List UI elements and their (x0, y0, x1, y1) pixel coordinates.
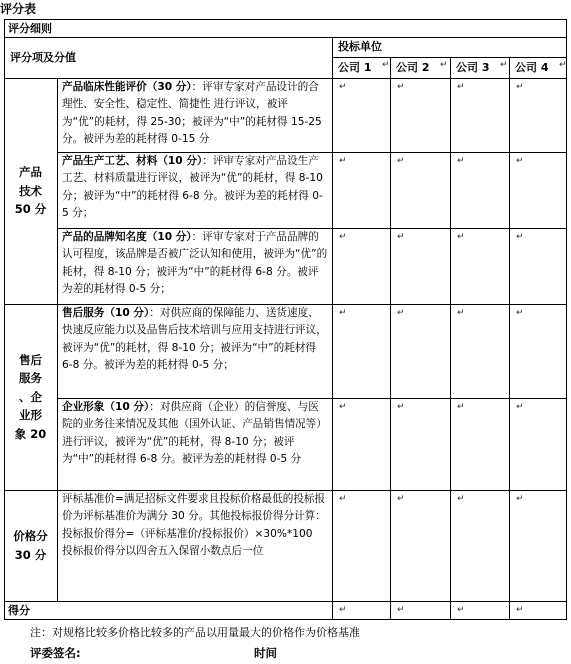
company-header: 公司 4 (515, 61, 549, 74)
criterion-text: ：对供应商（企业）的信誉度、与医院的业务往来情况及其他（国外认证、产品销售情况等）进行评议，被评为“优”的耗材，得 8-10 分；被评为“中”的耗材得 6-8 分。被评为差的耗材得 0-5 分 (62, 401, 327, 466)
score-cell[interactable]: ↵ (339, 402, 347, 412)
criterion-title: 产品临床性能评价（30 分） (62, 81, 192, 93)
score-cell[interactable]: ↵ (339, 494, 347, 504)
category-label: 产品 技术 50 分 (14, 165, 47, 217)
criterion-cell (62, 153, 329, 228)
score-cell[interactable]: ↵ (516, 605, 524, 615)
score-cell[interactable]: ↵ (516, 82, 524, 92)
score-cell[interactable]: ↵ (339, 308, 347, 318)
score-cell[interactable]: ↵ (339, 82, 347, 92)
score-cell[interactable]: ↵ (457, 82, 465, 92)
table-rule (450, 57, 451, 620)
score-cell[interactable]: ↵ (457, 308, 465, 318)
score-cell[interactable]: ↵ (516, 232, 524, 242)
score-cell[interactable]: ↵ (397, 494, 405, 504)
score-cell[interactable]: ↵ (457, 156, 465, 166)
item-header: 评分项及分值 (10, 51, 76, 64)
price-formula-cell (62, 491, 329, 601)
criterion-title: 企业形象（10 分） (62, 401, 150, 413)
company-header: 公司 2 (396, 61, 430, 74)
score-cell[interactable]: ↵ (457, 402, 465, 412)
table-rule (57, 78, 58, 602)
criterion-text: ：评审专家对于产品品牌的认可程度，该品牌是否被广泛认知和使用，被评为“优”的耗材，得 8-10 分；被评为“中”的耗材得 6-8 分。被评为差的耗材得 0-5 分； (62, 231, 328, 296)
table-rule (4, 37, 567, 38)
score-cell[interactable]: ↵ (516, 402, 524, 412)
total-label: 得分 (8, 604, 30, 617)
score-cell[interactable]: ↵ (397, 308, 405, 318)
table-top-rule (4, 19, 567, 20)
score-cell[interactable]: ↵ (397, 156, 405, 166)
header-mark: ↵ (440, 60, 448, 70)
score-cell[interactable]: ↵ (516, 156, 524, 166)
criterion-cell (62, 399, 329, 490)
table-rule (390, 57, 391, 620)
score-cell[interactable]: ↵ (339, 156, 347, 166)
criterion-text: ：评审专家对产品设计的合理性、安全性、稳定性、简捷性 进行评议，被评为“优”的耗材，得 25-30；被评为“中”的耗材得 15-25 分。被评为差的耗材得 0-15 分 (62, 81, 322, 146)
criterion-text: ：对供应商的保障能力、送货速度、快速反应能力以及品售后技术培训与应用支持进行评议，被评为“优”的耗材，得 8-10 分；被评为“中”的耗材得 6-8 分。被评为差的耗材得 0-5 分； (62, 307, 327, 372)
bidder-header: 投标单位 (338, 40, 382, 53)
criterion-cell (62, 79, 329, 152)
header-mark: ↵ (559, 60, 567, 70)
table-bottom-rule (4, 619, 567, 620)
table-rule (4, 601, 567, 602)
footnote: 注：对规格比较多价格比较多的产品以用量最大的价格作为价格基准 (30, 626, 360, 639)
score-cell[interactable]: ↵ (339, 605, 347, 615)
table-rule (509, 57, 510, 620)
criterion-cell (62, 305, 329, 398)
header-mark: ↵ (382, 60, 390, 70)
header-mark: ↵ (500, 60, 508, 70)
price-formula-line: 投标报价得分=（评标基准价/投标报价）×30%*100 (62, 527, 313, 540)
category-label: 售后 服务 、企 业形 象 20 (14, 352, 47, 441)
table-right-rule (566, 19, 567, 620)
table-rule (332, 37, 333, 620)
score-cell[interactable]: ↵ (397, 232, 405, 242)
criterion-title: 售后服务（10 分） (62, 307, 150, 319)
category-label: 价格分 30 分 (13, 529, 48, 562)
price-formula-line: 评标基准价=满足招标文件要求且投标价格最低的投标报价为评标基准价为满分 30 分。其他投标报价得分计算： (62, 493, 326, 523)
score-cell[interactable]: ↵ (457, 605, 465, 615)
section-header: 评分细则 (8, 22, 52, 35)
price-formula-line: 投标报价得分以四舍五入保留小数点后一位 (62, 545, 264, 558)
page-title: 评分表 (0, 2, 37, 16)
time-label: 时间 (254, 646, 277, 660)
score-cell[interactable]: ↵ (397, 402, 405, 412)
score-cell[interactable]: ↵ (516, 308, 524, 318)
score-cell[interactable]: ↵ (457, 494, 465, 504)
criterion-cell (62, 229, 329, 304)
signature-label: 评委签名: (30, 646, 81, 660)
company-header: 公司 3 (456, 61, 490, 74)
criterion-title: 产品生产工艺、材料（10 分） (62, 155, 203, 167)
criterion-title: 产品的品牌知名度（10 分） (62, 231, 192, 243)
criterion-text: ：评审专家对产品设生产工艺、材料质量进行评议，被评为“优”的耗材，得 8-10 分；被评为“中”的耗材得 6-8 分。被评为差的耗材得 0-5 分； (62, 155, 323, 220)
score-cell[interactable]: ↵ (397, 82, 405, 92)
score-cell[interactable]: ↵ (339, 232, 347, 242)
score-cell[interactable]: ↵ (457, 232, 465, 242)
score-cell[interactable]: ↵ (397, 605, 405, 615)
company-header: 公司 1 (338, 61, 372, 74)
score-cell[interactable]: ↵ (516, 494, 524, 504)
